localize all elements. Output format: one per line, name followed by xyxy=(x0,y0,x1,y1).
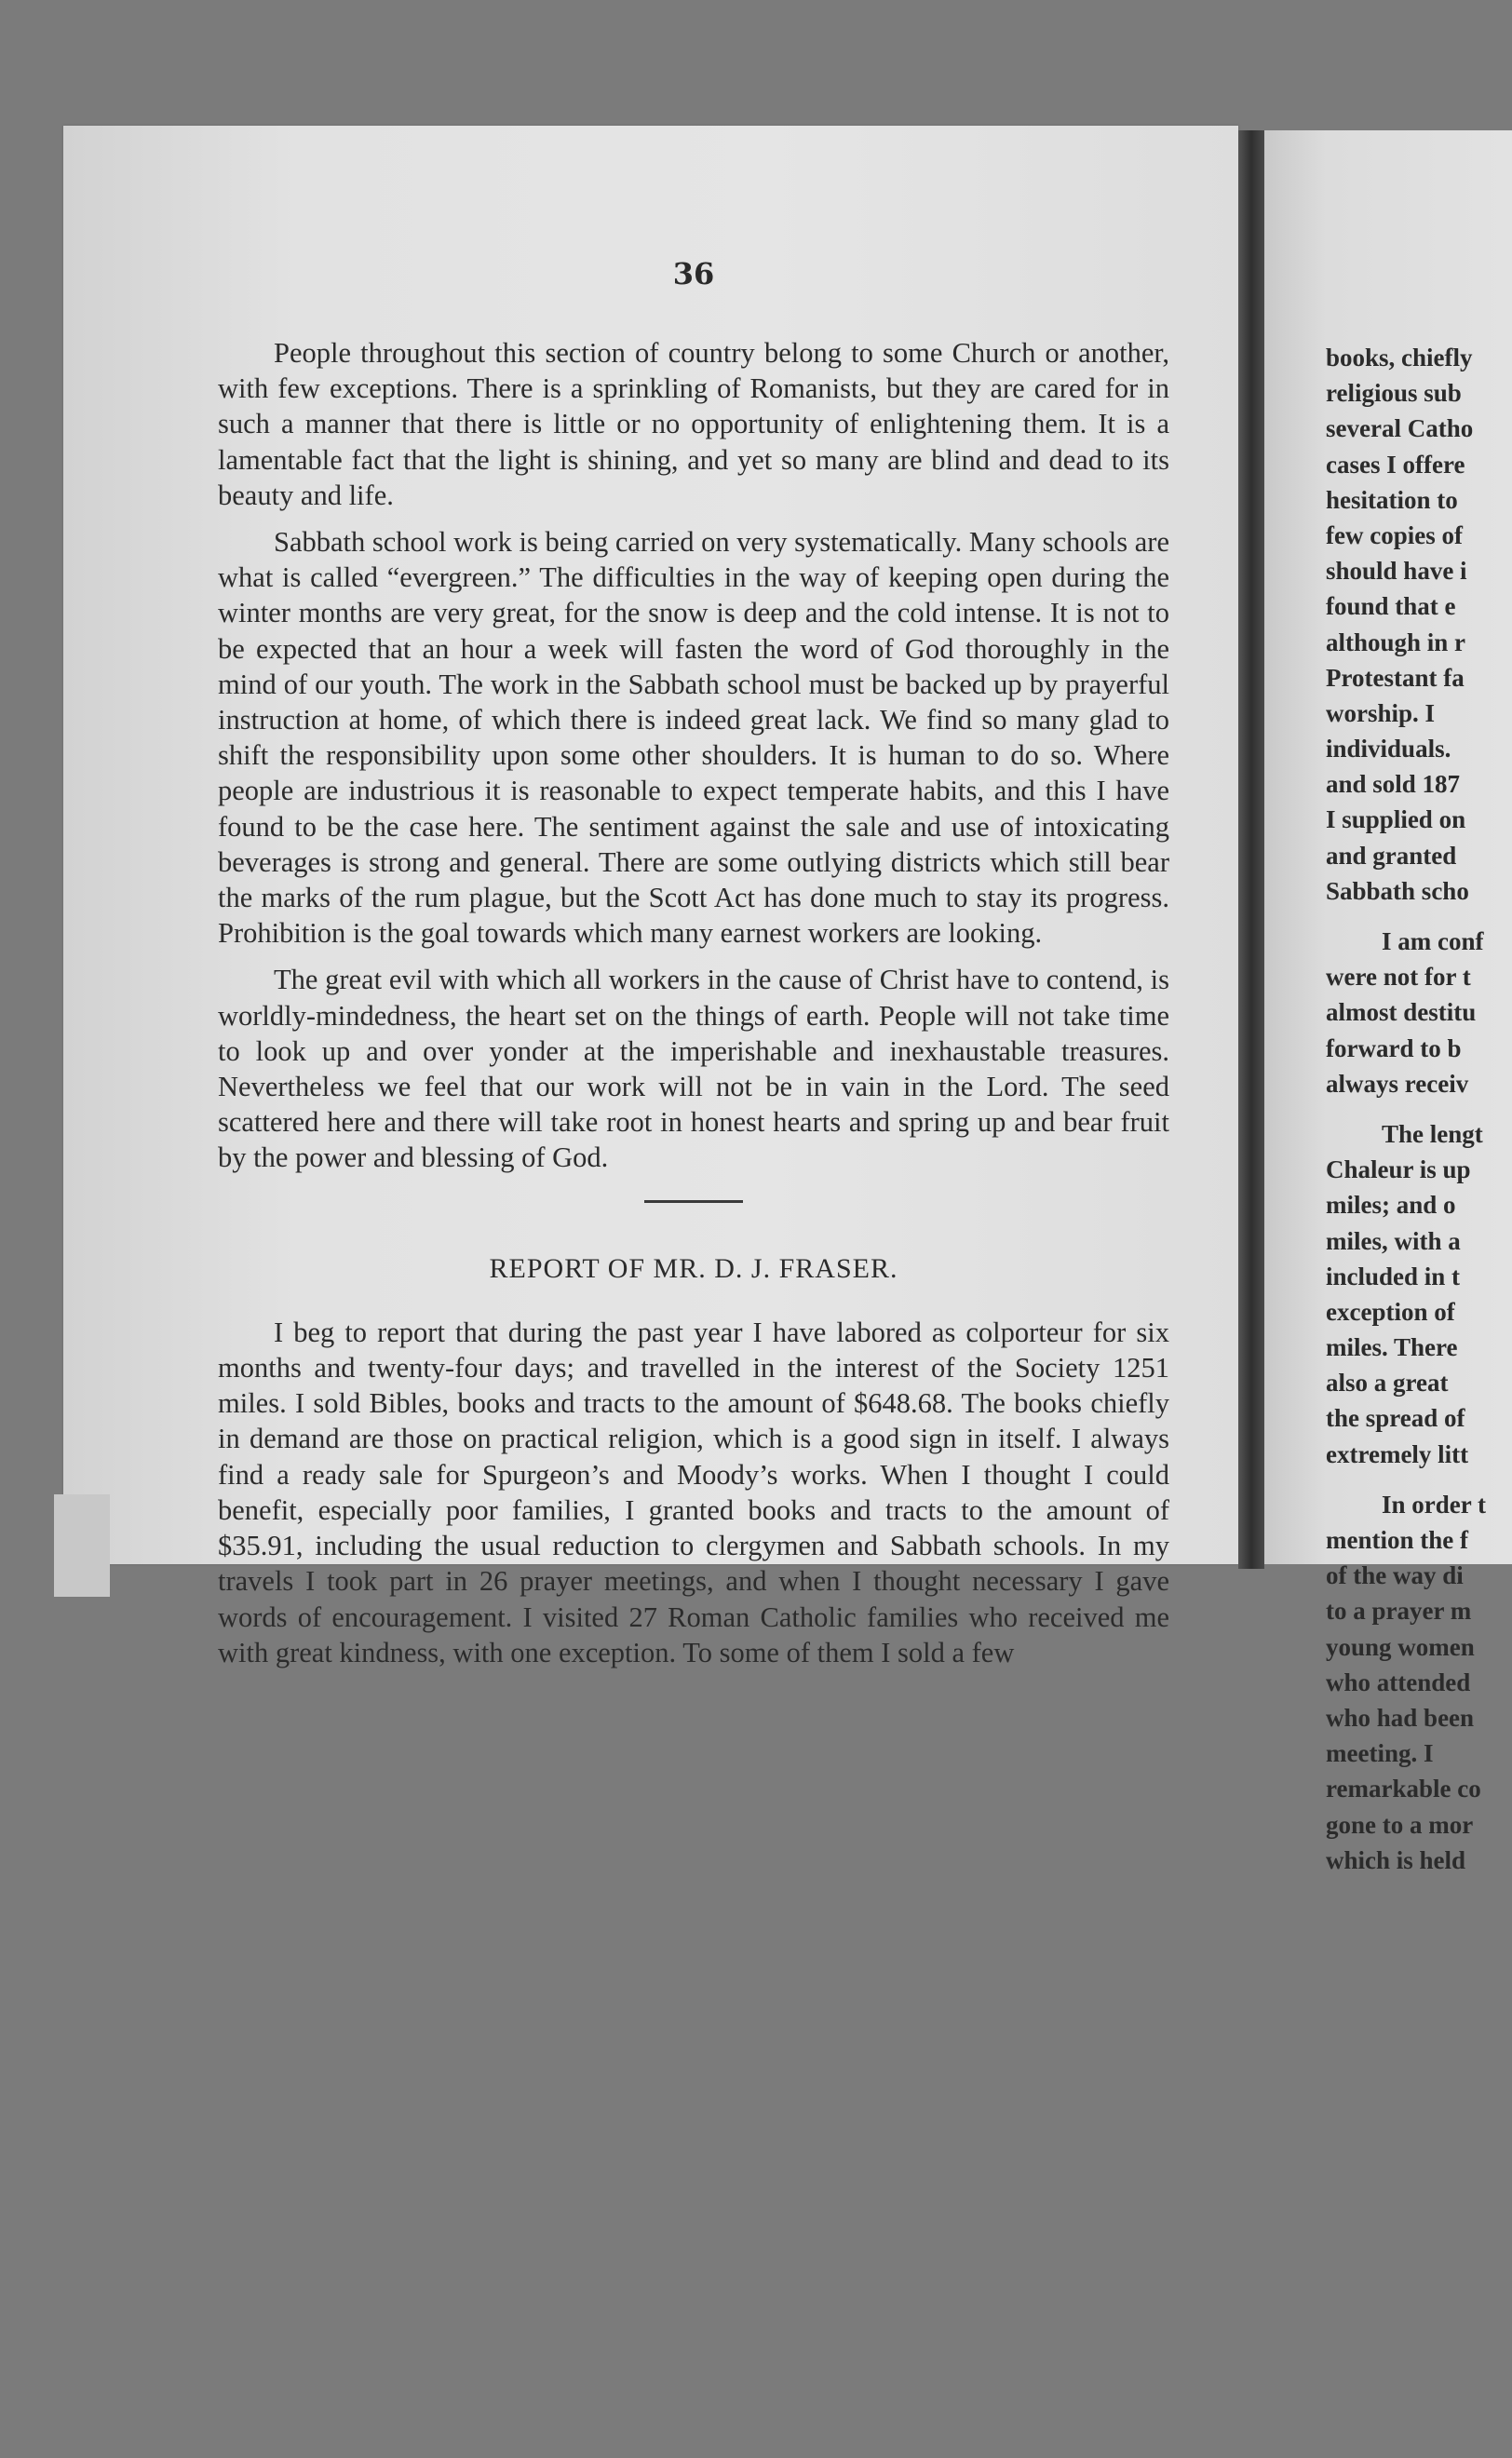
right-line: also a great xyxy=(1326,1369,1449,1398)
right-line: Protestant fa xyxy=(1326,663,1465,692)
right-line: should have i xyxy=(1326,557,1467,586)
right-line: of the way di xyxy=(1326,1561,1464,1590)
right-line: religious sub xyxy=(1326,379,1462,408)
right-line: miles, with a xyxy=(1326,1226,1461,1255)
right-line: included in t xyxy=(1326,1262,1461,1290)
right-line: The lengt xyxy=(1382,1119,1483,1148)
right-line: meeting. I xyxy=(1326,1739,1434,1768)
right-page-text xyxy=(1326,340,1512,1878)
paragraph-church: People throughout this section of country belong to some Church or another, with few exceptions. There is a sprinkling of Romanists, but they are cared for in such a manner that there is little or no opportunity of enlightening them. It is a lamentable fact that the light is shining, and yet so many are blind and dead to its beauty and life. xyxy=(218,337,1169,511)
right-line: several Catho xyxy=(1326,414,1474,443)
page-edge-shadow xyxy=(54,1494,110,1597)
right-line: mention the f xyxy=(1326,1526,1468,1554)
right-line: almost destitu xyxy=(1326,998,1477,1027)
right-line: Chaleur is up xyxy=(1326,1155,1471,1184)
left-page-text xyxy=(218,335,1169,1681)
book-gutter xyxy=(1238,130,1264,1569)
right-line: worship. I xyxy=(1326,698,1436,727)
right-line: In order t xyxy=(1382,1490,1486,1519)
report-heading: REPORT OF MR. D. J. FRASER. xyxy=(489,1252,898,1284)
right-line: few copies of xyxy=(1326,520,1463,549)
section-divider xyxy=(644,1200,743,1203)
right-line: always receiv xyxy=(1326,1069,1469,1098)
right-line: who attended xyxy=(1326,1668,1471,1696)
paragraph-worldly-mindedness: The great evil with which all workers in the cause of Christ have to contend, is worldly-mindedness, the heart set on the things of earth. People will not take time to look up and over yonder at the imperishable and inexhaustable treasures. Nevertheless we feel that our work will not be in vain in the Lord. The seed scattered here and there will take root in honest hearts and spring up and bear fruit by the power and blessing of God. xyxy=(218,964,1169,1174)
right-line: hesitation to xyxy=(1326,485,1458,514)
right-line: although in r xyxy=(1326,628,1466,656)
right-line: to a prayer m xyxy=(1326,1597,1472,1626)
right-line: and sold 187 xyxy=(1326,770,1461,799)
right-line: gone to a mor xyxy=(1326,1810,1474,1839)
right-line: and granted xyxy=(1326,841,1457,870)
right-line: remarkable co xyxy=(1326,1775,1481,1803)
right-line: individuals. xyxy=(1326,735,1451,763)
right-line: miles. There xyxy=(1326,1333,1458,1362)
right-line: who had been xyxy=(1326,1703,1475,1732)
paragraph-fraser-report: I beg to report that during the past year I have labored as colporteur for six months and twenty-four days; and travelled in the interest of the Society 1251 miles. I sold Bibles, books and tracts to the amount of $648.68. The books chiefly in demand are those on practical religion, which is a good sign in itself. I always find a ready sale for Spurgeon’s and Moody’s works. When I thought I could benefit, especially poor families, I granted books and tracts to the amount of $35.91, including the usual reduction to clergymen and Sabbath schools. In my travels I took part in 26 prayer meetings, and when I thought necessary I gave words of encouragement. I visited 27 Roman Catholic families who received me with great kindness, with one exception. To some of them I sold a few xyxy=(218,1316,1169,1668)
right-line: I am conf xyxy=(1382,927,1484,955)
right-line: cases I offere xyxy=(1326,450,1465,479)
right-line: I supplied on xyxy=(1326,805,1466,834)
right-line: forward to b xyxy=(1326,1033,1462,1062)
right-line: which is held xyxy=(1326,1845,1466,1874)
right-line: Sabbath scho xyxy=(1326,876,1469,905)
right-line: found that e xyxy=(1326,592,1456,621)
right-line: young women xyxy=(1326,1632,1475,1661)
right-line: miles; and o xyxy=(1326,1191,1456,1220)
right-line: books, chiefly xyxy=(1326,344,1473,371)
right-line: were not for t xyxy=(1326,963,1471,992)
right-line: the spread of xyxy=(1326,1404,1465,1433)
right-line: extremely litt xyxy=(1326,1439,1469,1468)
right-line: exception of xyxy=(1326,1297,1455,1326)
page-number: 36 xyxy=(672,256,715,291)
paragraph-sabbath-school: Sabbath school work is being carried on very systematically. Many schools are what is called “evergreen.” The difficulties in the way of keeping open during the winter months are very great, for the snow is deep and the cold intense. It is not to be expected that an hour a week will fasten the word of God thoroughly in the mind of our youth. The work in the Sabbath school must be backed up by prayerful instruction at home, of which there is indeed great lack. We find so many glad to shift the responsibility upon some other shoulders. It is human to do so. Where people are industrious it is reasonable to expect temperate habits, and this I have found to be the case here. The sentiment against the sale and use of intoxicating beverages is strong and general. There are some outlying districts which still bear the marks of the rum plague, but the Scott Act has done much to stay its progress. Prohibition is the goal towards which many earnest workers are looking. xyxy=(218,526,1169,950)
